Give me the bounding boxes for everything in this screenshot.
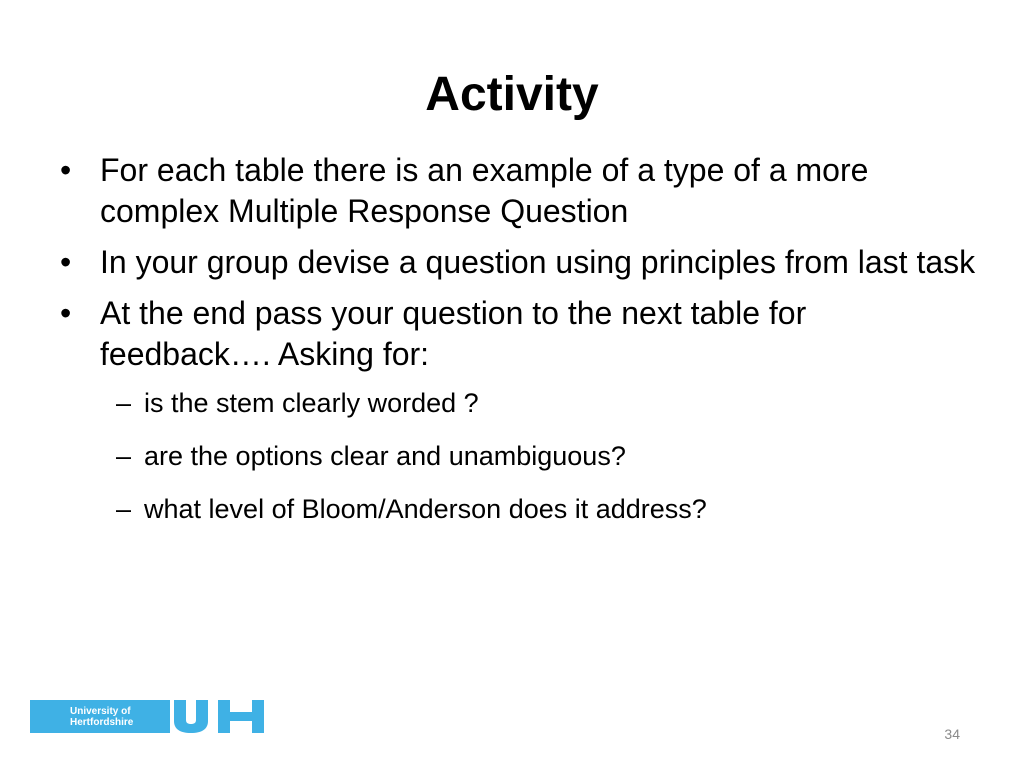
sub-bullet-marker: – xyxy=(116,441,132,471)
slide-title: Activity xyxy=(425,68,599,121)
sub-bullet-item xyxy=(60,385,980,421)
bullet-marker: • xyxy=(60,244,72,280)
bullet-text: In your group devise a question using principles from last task xyxy=(100,244,976,280)
bullet-text: For each table there is an example of a type of a more complex Multiple Response Question xyxy=(100,152,869,229)
bullet-marker: • xyxy=(60,152,72,188)
sub-bullet-text: is the stem clearly worded ? xyxy=(144,388,479,418)
sub-bullet-marker: – xyxy=(116,388,132,418)
bullet-item xyxy=(60,150,980,232)
sub-bullet-text: what level of Bloom/Anderson does it address? xyxy=(144,494,707,524)
bullet-item xyxy=(60,293,980,375)
uh-logo-icon xyxy=(174,700,268,733)
sub-bullet-item xyxy=(60,491,980,527)
logo-line-2: Hertfordshire xyxy=(70,716,134,728)
sub-bullet-marker: – xyxy=(116,494,132,524)
logo-line-1: University of xyxy=(70,705,131,717)
bullet-text: At the end pass your question to the next table for feedback…. Asking for: xyxy=(100,295,807,372)
logo-wordmark-box xyxy=(30,700,170,733)
sub-bullet-text: are the options clear and unambiguous? xyxy=(144,441,626,471)
page-number: 34 xyxy=(944,726,960,742)
bullet-item xyxy=(60,242,980,283)
sub-bullet-item xyxy=(60,438,980,474)
bullet-list xyxy=(60,150,980,544)
university-logo xyxy=(30,700,268,733)
sub-bullet-list xyxy=(60,385,980,527)
bullet-marker: • xyxy=(60,295,72,331)
